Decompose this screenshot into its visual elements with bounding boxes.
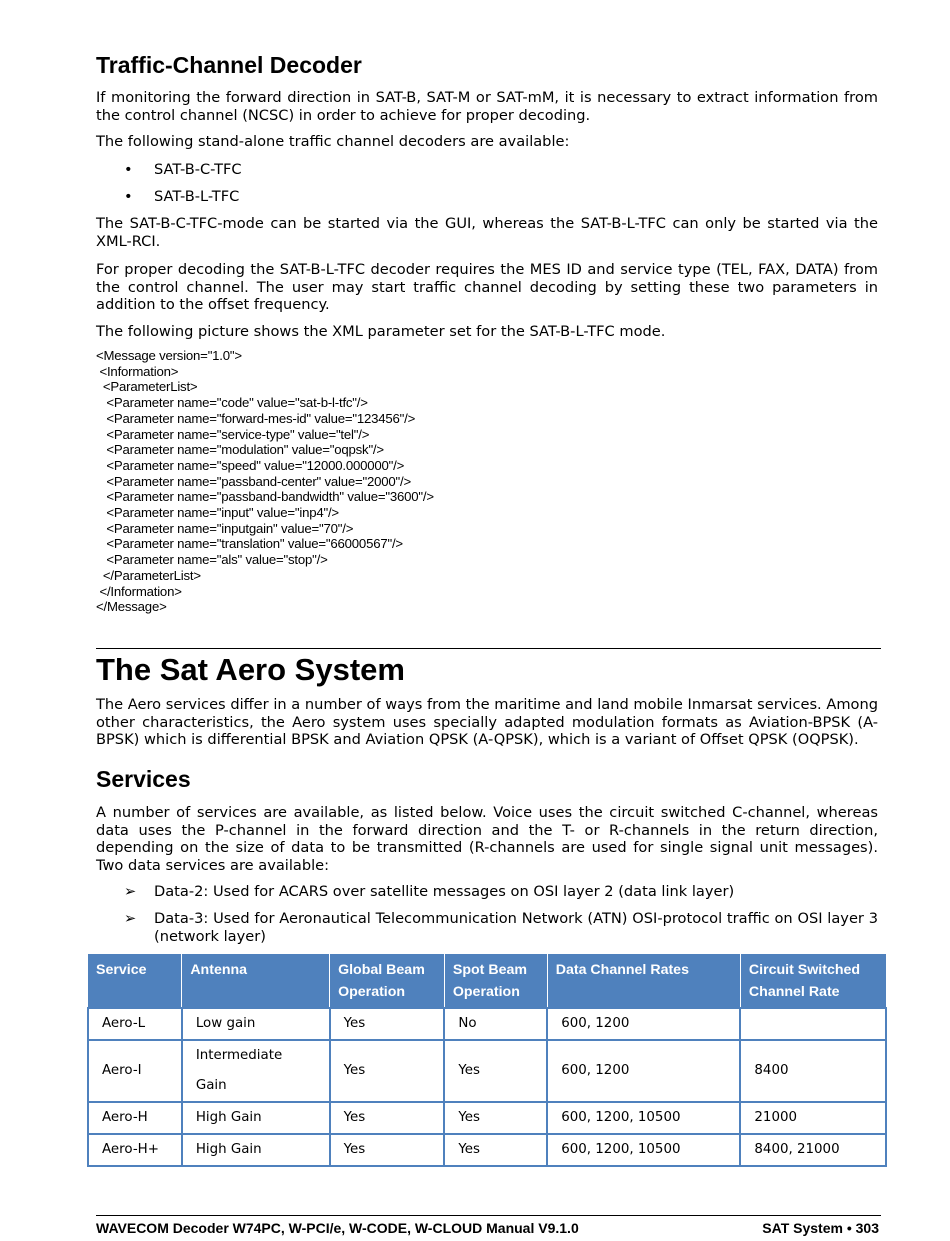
- tfc-paragraph-5: The following picture shows the XML parameter set for the SAT-B-L-TFC mode.: [96, 323, 666, 340]
- footer-page-number: 303: [855, 1220, 879, 1236]
- tfc-paragraph-2: The following stand-alone traffic channel decoders are available:: [96, 133, 570, 150]
- table-cell: Yes: [330, 1134, 445, 1166]
- column-header: Antenna: [182, 954, 330, 1008]
- table-cell: 600, 1200, 10500: [547, 1102, 740, 1134]
- table-cell: Yes: [330, 1102, 445, 1134]
- traffic-channel-heading: Traffic-Channel Decoder: [96, 52, 362, 78]
- list-item: [124, 188, 239, 206]
- table-cell: High Gain: [182, 1102, 330, 1134]
- table-cell: Aero-I: [88, 1040, 182, 1102]
- column-header: Service: [88, 954, 182, 1008]
- table-row: [88, 1040, 886, 1102]
- list-item-text: SAT-B-L-TFC: [154, 188, 240, 205]
- table-cell: No: [444, 1008, 547, 1040]
- column-header: Spot Beam Operation: [444, 954, 547, 1008]
- table-cell: [740, 1008, 886, 1040]
- table-cell: Intermediate Gain: [182, 1040, 330, 1102]
- services-paragraph: A number of services are available, as listed below. Voice uses the circuit switched C-channel, whereas data uses the P-channel in the forward direction and the T- or R-channels in the return direction, depending on the size of data to be transmitted (R-channels are used for single signal unit messages). Two data services are available:: [96, 804, 878, 874]
- table-cell: 21000: [740, 1102, 886, 1134]
- table-cell: Yes: [330, 1040, 445, 1102]
- footer-separator: •: [846, 1220, 852, 1236]
- footer-page-info: [762, 1220, 879, 1236]
- section-divider: [96, 648, 881, 649]
- table-cell: 600, 1200, 10500: [547, 1134, 740, 1166]
- table-cell: Yes: [444, 1040, 547, 1102]
- table-cell: 8400, 21000: [740, 1134, 886, 1166]
- column-header: Global Beam Operation: [330, 954, 445, 1008]
- column-header: Circuit Switched Channel Rate: [740, 954, 886, 1008]
- table-cell: Yes: [330, 1008, 445, 1040]
- table-cell: Aero-H: [88, 1102, 182, 1134]
- list-item: [124, 161, 242, 179]
- table-row: [88, 1008, 886, 1040]
- arrow-bullet-icon: ➢: [124, 883, 137, 900]
- bullet-icon: •: [124, 188, 133, 205]
- page-footer: [96, 1215, 881, 1236]
- xml-parameter-listing: <Message version="1.0"> <Information> <ParameterList> <Parameter name="code" value="sat-b-l-tfc"/> <Parameter name="forward-mes-id" value="123456"/> <Parameter name="service-type" value="tel"/> <Parameter name="modulation" value="oqpsk"/> <Parameter name="speed" value="12000.000000"/> <Parameter name="passband-center" value="2000"/> <Parameter name="passband-bandwidth" value="3600"/> <Parameter name="input" value="inp4"/> <Parameter name="inputgain" value="70"/> <Parameter name="translation" value="66000567"/> <Parameter name="als" value="stop"/> </ParameterList> </Information> </Message>: [96, 348, 434, 615]
- footer-section: SAT System: [762, 1220, 843, 1236]
- arrow-bullet-icon: ➢: [124, 910, 137, 927]
- table-cell: Yes: [444, 1102, 547, 1134]
- table-row: [88, 1134, 886, 1166]
- aero-paragraph: The Aero services differ in a number of ways from the maritime and land mobile Inmarsat services. Among other characteristics, the Aero system uses specially adapted modulation formats as Aviation-BPSK (A-BPSK) which is differential BPSK and Aviation QPSK (A-QPSK), which is a variant of Offset QPSK (OQPSK).: [96, 696, 878, 748]
- table-cell: Low gain: [182, 1008, 330, 1040]
- sat-aero-heading: The Sat Aero System: [96, 652, 405, 687]
- tfc-paragraph-4: For proper decoding the SAT-B-L-TFC decoder requires the MES ID and service type (TEL, FAX, DATA) from the control channel. The user may start traffic channel decoding by setting these two parameters in addition to the offset frequency.: [96, 261, 878, 313]
- table-cell: Aero-L: [88, 1008, 182, 1040]
- column-header: Data Channel Rates: [547, 954, 740, 1008]
- footer-manual-title: WAVECOM Decoder W74PC, W-PCI/e, W-CODE, W-CLOUD Manual V9.1.0: [96, 1220, 579, 1236]
- table-row: [88, 1102, 886, 1134]
- table-header-row: [88, 954, 886, 1008]
- tfc-paragraph-3: The SAT-B-C-TFC-mode can be started via the GUI, whereas the SAT-B-L-TFC can only be started via the XML-RCI.: [96, 215, 878, 250]
- table-cell: 600, 1200: [547, 1008, 740, 1040]
- list-item-text: SAT-B-C-TFC: [154, 161, 242, 178]
- services-table: [87, 954, 887, 1167]
- list-item-text: Data-3: Used for Aeronautical Telecommunication Network (ATN) OSI-protocol traffic on OSI layer 3 (network layer): [154, 910, 878, 945]
- table-cell: Aero-H+: [88, 1134, 182, 1166]
- table-cell: High Gain: [182, 1134, 330, 1166]
- table-cell: 600, 1200: [547, 1040, 740, 1102]
- table-cell: Yes: [444, 1134, 547, 1166]
- tfc-paragraph-1: If monitoring the forward direction in SAT-B, SAT-M or SAT-mM, it is necessary to extract information from the control channel (NCSC) in order to achieve for proper decoding.: [96, 89, 878, 124]
- list-item: [124, 910, 878, 945]
- table-cell: 8400: [740, 1040, 886, 1102]
- list-item: [124, 883, 878, 901]
- bullet-icon: •: [124, 161, 133, 178]
- list-item-text: Data-2: Used for ACARS over satellite messages on OSI layer 2 (data link layer): [154, 883, 735, 900]
- services-heading: Services: [96, 766, 191, 792]
